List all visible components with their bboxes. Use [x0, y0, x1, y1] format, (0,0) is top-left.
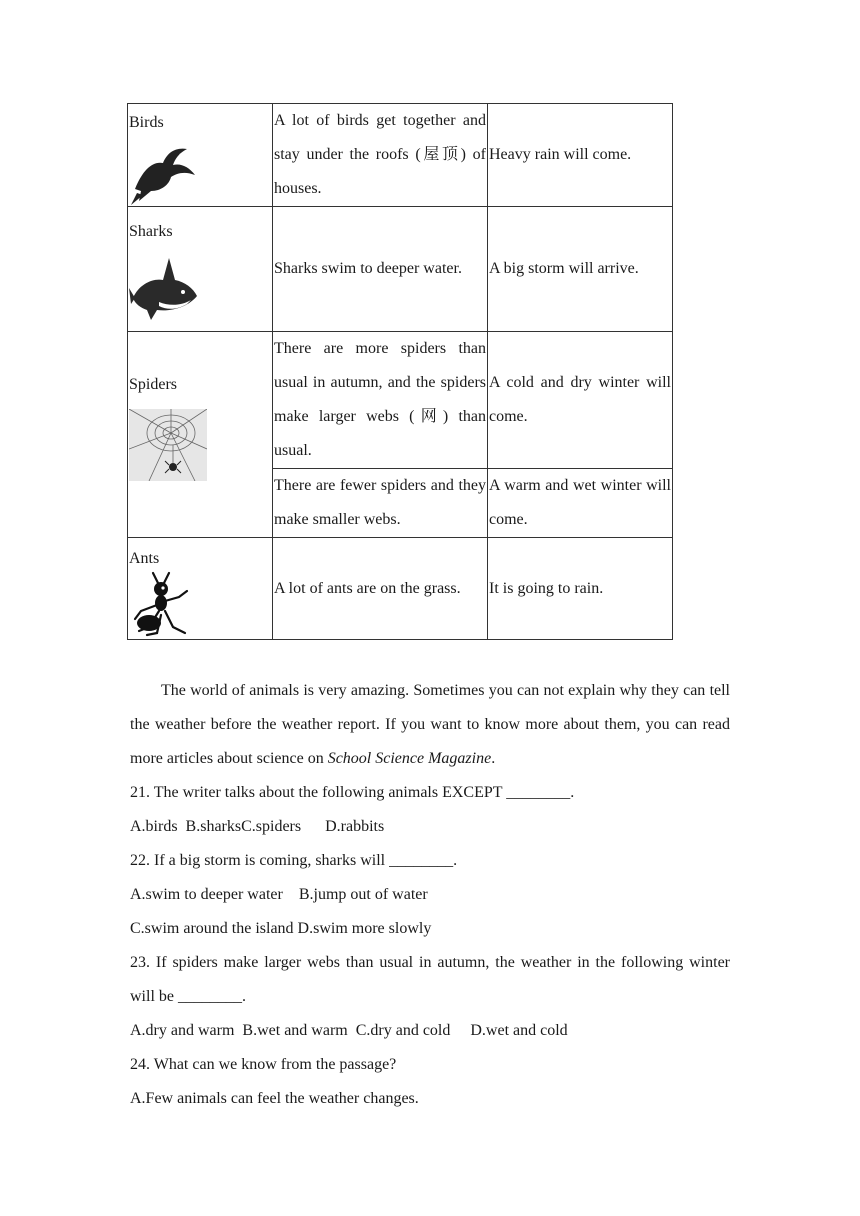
animal-cell [128, 207, 273, 332]
question-options: A.Few animals can feel the weather changes. [130, 1090, 419, 1107]
question-options: A.dry and warm B.wet and warm C.dry and cold D.wet and cold [130, 1022, 568, 1039]
phenomenon-cell: A lot of birds get together and stay under the roofs (屋顶) of houses. [273, 104, 488, 207]
question-options: A.swim to deeper water B.jump out of water [130, 886, 428, 903]
passage-paragraph [130, 674, 730, 776]
phenomenon-cell: There are fewer spiders and they make smaller webs. [273, 469, 488, 538]
spider-web-icon [129, 409, 207, 481]
forecast-cell: It is going to rain. [488, 538, 673, 640]
animal-name: Birds [129, 114, 164, 131]
animal-cell [128, 538, 273, 640]
forecast-cell: Heavy rain will come. [488, 104, 673, 207]
shark-icon [129, 248, 199, 324]
table-row [128, 538, 673, 640]
ant-icon [129, 571, 193, 637]
phenomenon-cell: Sharks swim to deeper water. [273, 207, 488, 332]
animal-cell [128, 104, 273, 207]
question-options: A.birds B.sharksC.spiders D.rabbits [130, 818, 385, 835]
table-row [128, 332, 673, 469]
phenomenon-cell: There are more spiders than usual in autumn, and the spiders make larger webs (网) than usual. [273, 332, 488, 469]
question-stem: 23. If spiders make larger webs than usual in autumn, the weather in the following winter will be ________. [130, 954, 730, 1005]
magazine-title: School Science Magazine [327, 750, 492, 767]
question-stem: 22. If a big storm is coming, sharks will ________. [130, 852, 458, 869]
question-stem: 21. The writer talks about the following animals EXCEPT ________. [130, 784, 575, 801]
question-stem: 24. What can we know from the passage? [130, 1056, 397, 1073]
animal-weather-table [127, 103, 673, 640]
forecast-cell: A warm and wet winter will come. [488, 469, 673, 538]
animal-name: Spiders [129, 375, 177, 393]
forecast-cell: A cold and dry winter will come. [488, 332, 673, 469]
passage-and-questions [130, 674, 730, 1116]
animal-name: Sharks [129, 223, 173, 240]
animal-name: Ants [129, 549, 160, 567]
forecast-cell: A big storm will arrive. [488, 207, 673, 332]
passage-text: The world of animals is very amazing. Sometimes you can not explain why they can tell the weather before the weather report. If you want to know more about them, you can read more articles about science on [130, 682, 730, 767]
animal-cell [128, 332, 273, 538]
bird-icon [129, 139, 199, 205]
phenomenon-cell: A lot of ants are on the grass. [273, 538, 488, 640]
passage-end: . [491, 750, 496, 767]
table-row [128, 104, 673, 207]
table-row [128, 207, 673, 332]
question-options: C.swim around the island D.swim more slowly [130, 920, 432, 937]
